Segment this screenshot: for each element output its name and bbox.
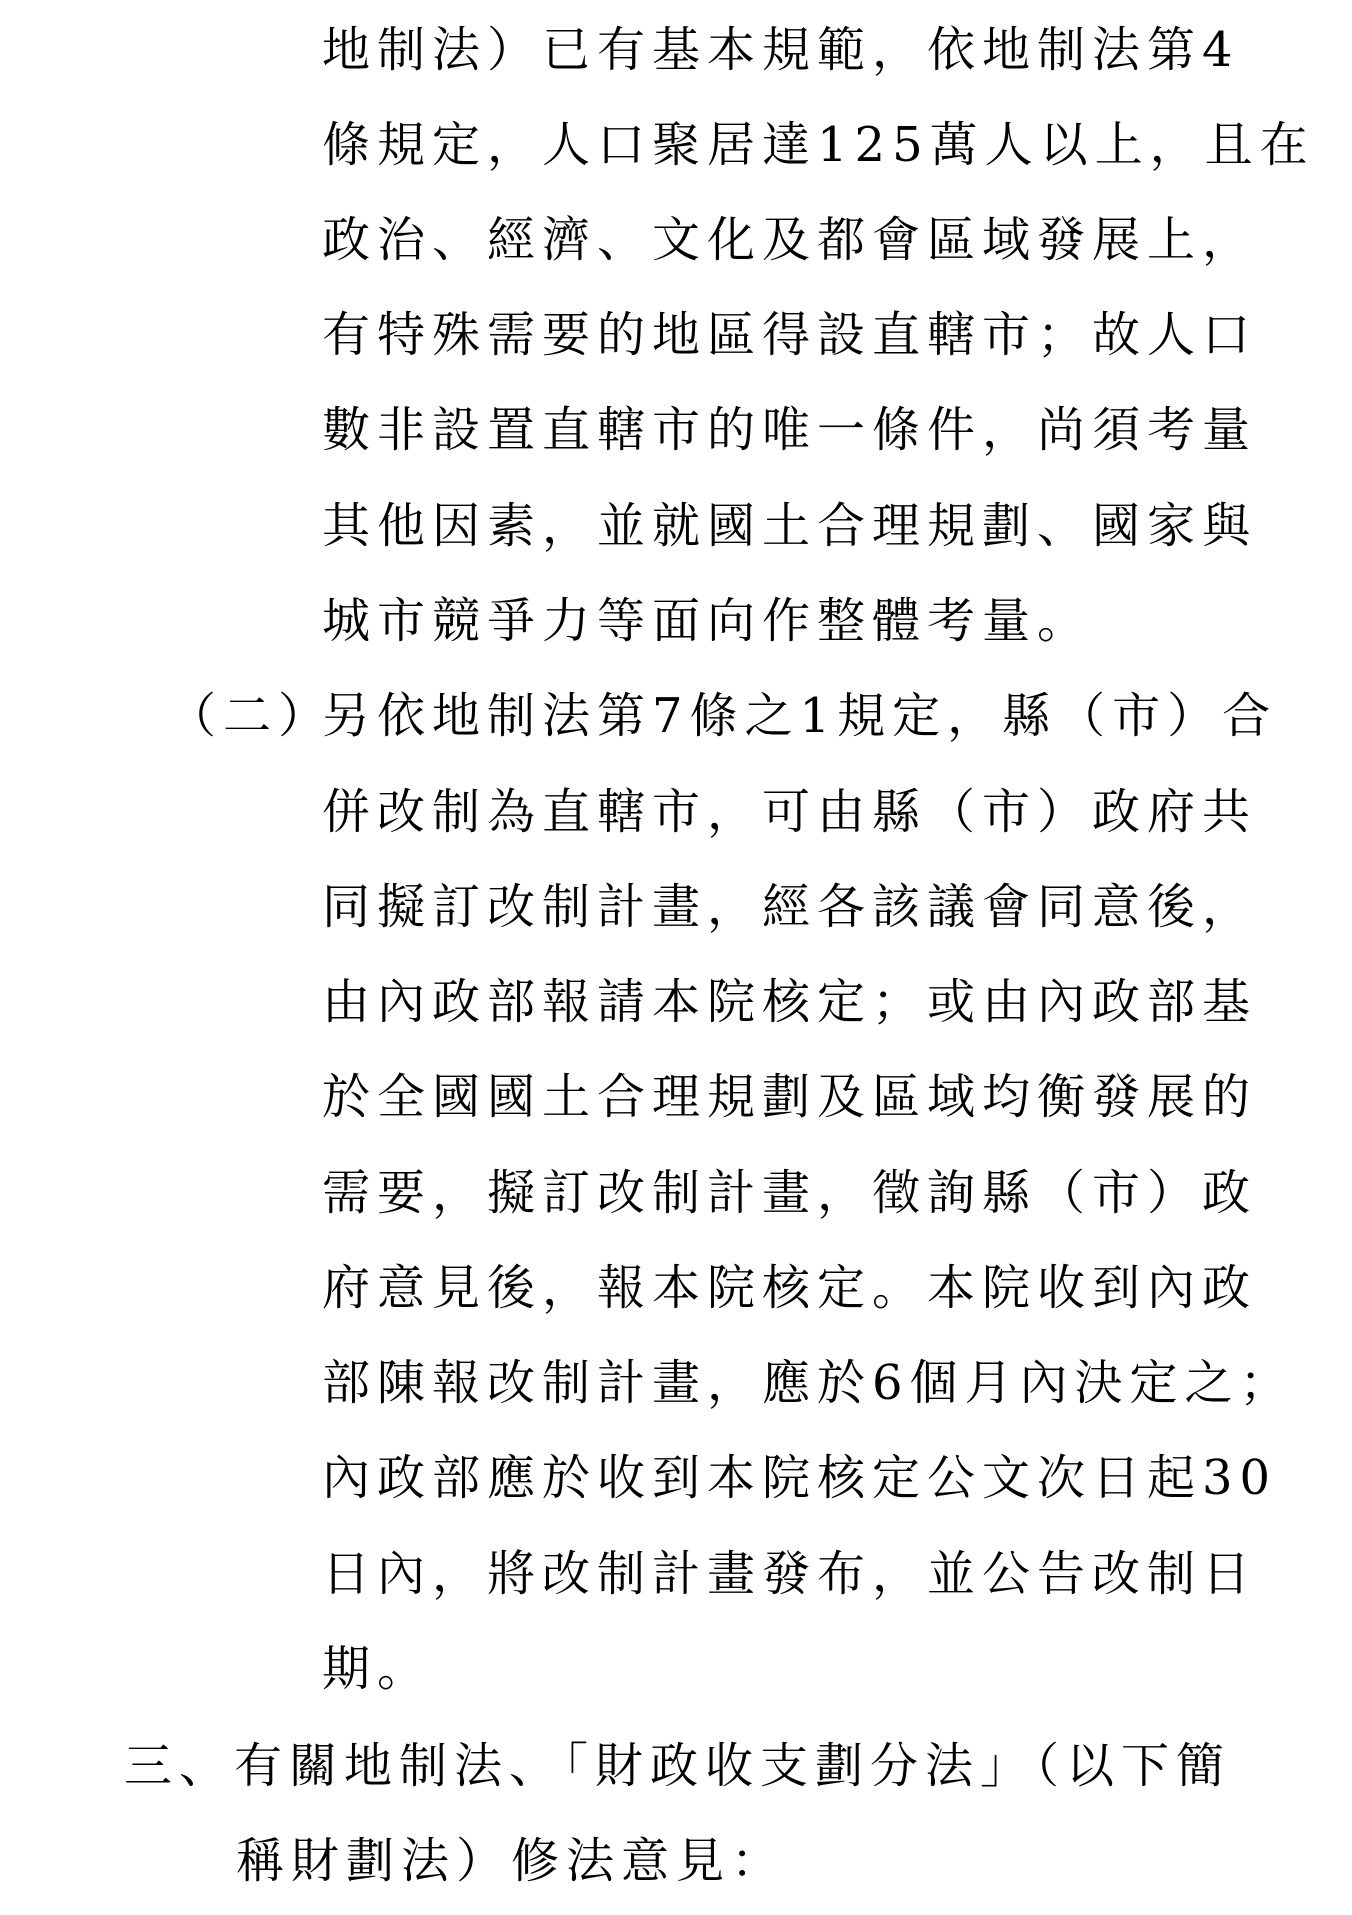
paragraph-line: 數非設置直轄市的唯一條件，尚須考量 <box>322 402 1258 458</box>
paragraph-line: 部陳報改制計畫，應於6個月內決定之； <box>322 1355 1295 1411</box>
section-heading: 三、有關地制法、「財政收支劃分法」（以下簡 <box>124 1738 1232 1794</box>
paragraph-line: 條規定，人口聚居達125萬人以上，且在 <box>322 117 1315 173</box>
paragraph-line: 於全國國土合理規劃及區域均衡發展的 <box>322 1069 1258 1125</box>
paragraph-line: 另依地制法第7條之1規定，縣（市）合 <box>322 688 1278 744</box>
section-heading: 稱財劃法）修法意見： <box>236 1833 787 1889</box>
list-marker: （二） <box>168 688 334 744</box>
paragraph-line: 期。 <box>322 1641 433 1697</box>
paragraph-line: 城市競爭力等面向作整體考量。 <box>322 593 1093 649</box>
paragraph-line: 地制法）已有基本規範，依地制法第4 <box>322 22 1240 78</box>
paragraph-line: 由內政部報請本院核定；或由內政部基 <box>322 974 1258 1030</box>
paragraph-line: 同擬訂改制計畫，經各該議會同意後， <box>322 879 1258 935</box>
paragraph-line: 府意見後，報本院核定。本院收到內政 <box>322 1260 1258 1316</box>
paragraph-line: 有特殊需要的地區得設直轄市；故人口 <box>322 307 1258 363</box>
paragraph-line: 政治、經濟、文化及都會區域發展上， <box>322 212 1258 268</box>
paragraph-line: 內政部應於收到本院核定公文次日起30 <box>322 1450 1278 1506</box>
paragraph-line: 併改制為直轄市，可由縣（市）政府共 <box>322 784 1258 840</box>
paragraph-line: 其他因素，並就國土合理規劃、國家與 <box>322 498 1258 554</box>
paragraph-line: 需要，擬訂改制計畫，徵詢縣（市）政 <box>322 1165 1258 1221</box>
paragraph-line: 日內，將改制計畫發布，並公告改制日 <box>322 1546 1258 1602</box>
